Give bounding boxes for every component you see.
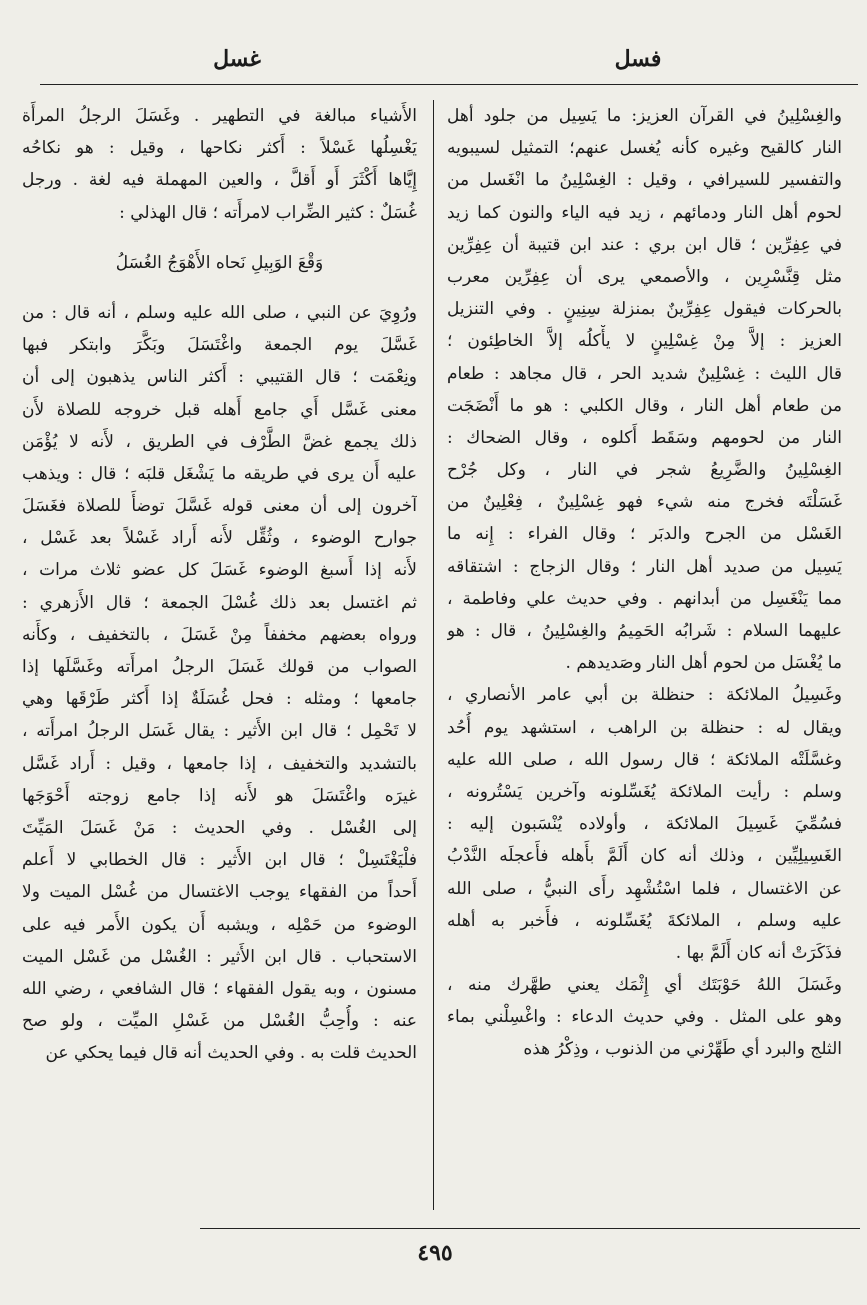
right-column-line: النار من لحومهم وسَقَط أَكلوه ، وقال الضحاك : [447, 427, 842, 448]
right-column-line: فسُمِّيَ غَسِيلَ الملائكة ، وأولاده يُنْسَبون إليه : [447, 814, 842, 835]
left-column [22, 100, 417, 1215]
right-column-line: والتفسير للسيرافي ، وقيل : الغِسْلِينُ ما انْغَسل من [447, 170, 842, 191]
right-column-line: وهو على المثل . وفي حديث الدعاء : واغْسِلْني بماء [447, 1007, 842, 1028]
left-column-line: مسنون ، وبه يقول الفقهاء ؛ قال الشافعي ، رضي الله [22, 978, 417, 999]
left-column-line: جوارح الوضوء ، وثُقِّل لأَنه أَراد غَسْلاً بعد غَسْل ، [22, 528, 417, 549]
left-column-line: آخرون إلى أن معنى قوله غَسَّلَ توضأَ للصلاة فغَسَلَ [22, 496, 417, 517]
left-column-line: الاستحباب . قال ابن الأَثير : الغُسْل من غَسْل الميت [22, 946, 417, 967]
left-column-line: غَسَّلَ يوم الجمعة واغْتَسَلَ وبَكَّرَ وابتكر فبها [22, 335, 417, 356]
right-column-line: مثل قِنَّسْرِين ، والأصمعي يرى أن عِفِرِّين معرب [447, 266, 842, 287]
left-column-line: غيرَه واغْتَسَلَ هو لأَنه إذا جامع زوجته أَحْوَجَها [22, 785, 417, 806]
left-column-line: بالتشديد والتخفيف ، إذا جامعها ، وقيل : أَراد غَسَّل [22, 753, 417, 774]
left-column-line: ونِعْمَت ؛ قال القتيبي : أَكثر الناس يذهبون إلى أن [22, 367, 417, 388]
page-number: ٤٩٥ [417, 1240, 453, 1266]
left-column-line: الصواب من قولك غَسَلَ الرجلُ امرأَته وغَسَّلَها إذا [22, 657, 417, 677]
right-column-line: وسلم : رأيت الملائكة يُغَسِّلونه وآخرين يَسْتُرونه ، [447, 781, 842, 802]
right-column-line: غَسَلْتَه فخرج منه شيء فهو غِسْلِينٌ ، فِعْلِينٌ من [447, 492, 842, 513]
left-column-line: فلْيَغْتَسِلْ ؛ قال ابن الأَثير : قال الخطابي لا أَعلم [22, 850, 417, 871]
left-column-line: لأَنه إذا أَسبغ الوضوء غَسَلَ كل عضو ثلاث مرات ، [22, 560, 417, 581]
left-column-line: عنه : وأُحِبُّ الغُسْل من غَسْلِ الميِّت ، ولو صح [22, 1011, 417, 1032]
left-column-line: غُسَلٌ : كثير الضِّراب لامرأَته ؛ قال الهذلي : [119, 202, 417, 223]
right-column-line: عليه وسلم ، الملائكةَ يُغَسِّلونه ، فأَخبر به أهله [447, 910, 842, 931]
right-column-line: الغَسِيلِيِّين ، وذلك أنه كان أَلَمَّ بأَهله فأَعجلَه النَّدْبُ [447, 846, 842, 867]
left-column-line: ثم اغتسل بعد ذلك غُسْلَ الجمعة ؛ قال الأَزهري : [22, 592, 417, 613]
right-column-line: وغسَّلَتْه الملائكة ؛ قال رسول الله ، صلى الله عليه [447, 749, 842, 770]
right-column-line: وغَسَلَ اللهُ حَوْبَتَك أي إِثْمَك يعني طهَّرك منه ، [447, 975, 842, 996]
left-column-line: ورواه بعضهم مخففاً مِنْ غَسَلَ ، بالتخفيف ، وكأَنه [22, 624, 417, 645]
left-column-line: معنى غَسَّل أَي جامع أَهله قبل خروجه للصلاة لأَن [22, 399, 417, 420]
right-column-line: عن الاغتسال ، فلما اسْتُشْهِد رأَى النبيُّ ، صلى الله [447, 878, 842, 899]
left-column-line: الأَشياء مبالغة في التطهير . وغَسَلَ الرجلُ المرأَة [22, 106, 417, 126]
right-column-line: عليهما السلام : شَرابُه الحَمِيمُ والغِسْلِينُ ، قال : هو [447, 621, 842, 641]
right-column-line: ما يُغْسَل من لحوم أهل النار وصَديدهم . [565, 653, 842, 674]
right-column-line: والغِسْلِينُ في القرآن العزيز: ما يَسِيل من جلود أهل [447, 106, 842, 126]
right-column-line: فذَكَرَتْ أنه كان أَلَمَّ بها . [675, 942, 842, 963]
right-column-line: يَسِيل من صديد أهل النار ؛ وقال الزجاج : اشتقاقه [447, 556, 842, 577]
column-divider [433, 100, 434, 1210]
left-column-line: ذلك يجمع غضَّ الطَّرْف في الطريق ، لأَنه لا يُؤْمَن [22, 431, 417, 452]
right-column [447, 100, 842, 1215]
left-column-line: يَغْسِلُها غَسْلاً : أَكثر نكاحها ، وقيل : هو نكاحُه [22, 138, 417, 159]
right-column-line: وغَسِيلُ الملائكة : حنظلة بن أبي عامر الأنصاري ، [447, 685, 842, 706]
right-column-line: النار كالقيح وغيره كأنه يُغسل عنهم؛ التمثيل لسيبويه [447, 138, 842, 159]
left-column-line: إِيَّاها أَكْثَرَ أَو أَقلَّ ، والعين المهملة فيه لغة . ورجل [22, 170, 417, 191]
left-column-line: ورُوِيَ عن النبي ، صلى الله عليه وسلم ، أنه قال : من [22, 302, 417, 323]
left-column-line: الوضوء من حَمْلِه ، ويشبه أَن يكون الأَمر فيه على [22, 914, 417, 935]
right-column-line: ويقال له : حنظلة بن الراهب ، استشهد يوم أُحُد [447, 717, 842, 738]
right-column-line: الغَسْل من الجرح والدبَر ؛ وقال الفراء : إِنه ما [447, 524, 842, 545]
top-rule [40, 84, 858, 85]
right-column-line: الغِسْلِينُ والضَّرِيعُ شجر في النار ، وكل جُرْح [447, 460, 842, 481]
left-column-line: أَحداً من الفقهاء يوجب الاغتسال من غُسْل الميت ولا [22, 882, 417, 903]
header-right-word: فسل [614, 46, 662, 72]
left-column-line: لا تَحْمِل ؛ قال ابن الأَثير : يقال غَسَل الرجلُ امرأَته ، [22, 721, 417, 742]
left-column-line: جامعها ؛ ومثله : فحل غُسَلَةٌ إذا أَكثر طَرْقَها وهي [22, 689, 417, 710]
header-left-word: غسل [213, 46, 261, 72]
left-column-line: إلى الغُسْل . وفي الحديث : مَنْ غَسَلَ المَيِّتَ [22, 817, 417, 838]
right-column-line: العزيز : إلاَّ مِنْ غِسْلِينٍ لا يأْكلُه إلاَّ الخاطِئون ؛ [447, 331, 842, 352]
right-column-line: بالحركات فيقول عِفِرِّينٌ بمنزلة سِنِينٍ . وفي التنزيل [447, 299, 842, 320]
left-column-line: عليه أَن يرى في طريقه ما يَشْغَل قلبَه ؛ قال : ويذهب [22, 463, 417, 484]
bottom-rule [200, 1228, 860, 1229]
right-column-line: مما يَنْغَسِل من أبدانهم . وفي حديث علي وفاطمة ، [447, 588, 842, 609]
right-column-line: في عِفِرِّين ؛ قال ابن بري : عند ابن قتيبة أن عِفِرِّين [447, 234, 842, 255]
right-column-line: قال الليث : غِسْلِينٌ شديد الحر ، قال مجاهد : طعام [447, 363, 842, 384]
right-column-line: الثلج والبرد أي طَهِّرْني من الذنوب ، وذِكْرُ هذه [523, 1039, 842, 1060]
right-column-line: من طعام أهل النار ، وقال الكلبي : هو ما أَنْضَجَت [447, 395, 842, 416]
left-column-line: الحديث قلت به . وفي الحديث أنه قال فيما يحكي عن [45, 1043, 417, 1064]
verse-line: وَقْعَ الوَبِيلِ نَحاه الأَهْوَجُ الغُسَلُ [115, 252, 324, 273]
right-column-line: لحوم أهل النار ودمائهم ، زيد فيه الياء والنون كما زيد [447, 202, 842, 223]
